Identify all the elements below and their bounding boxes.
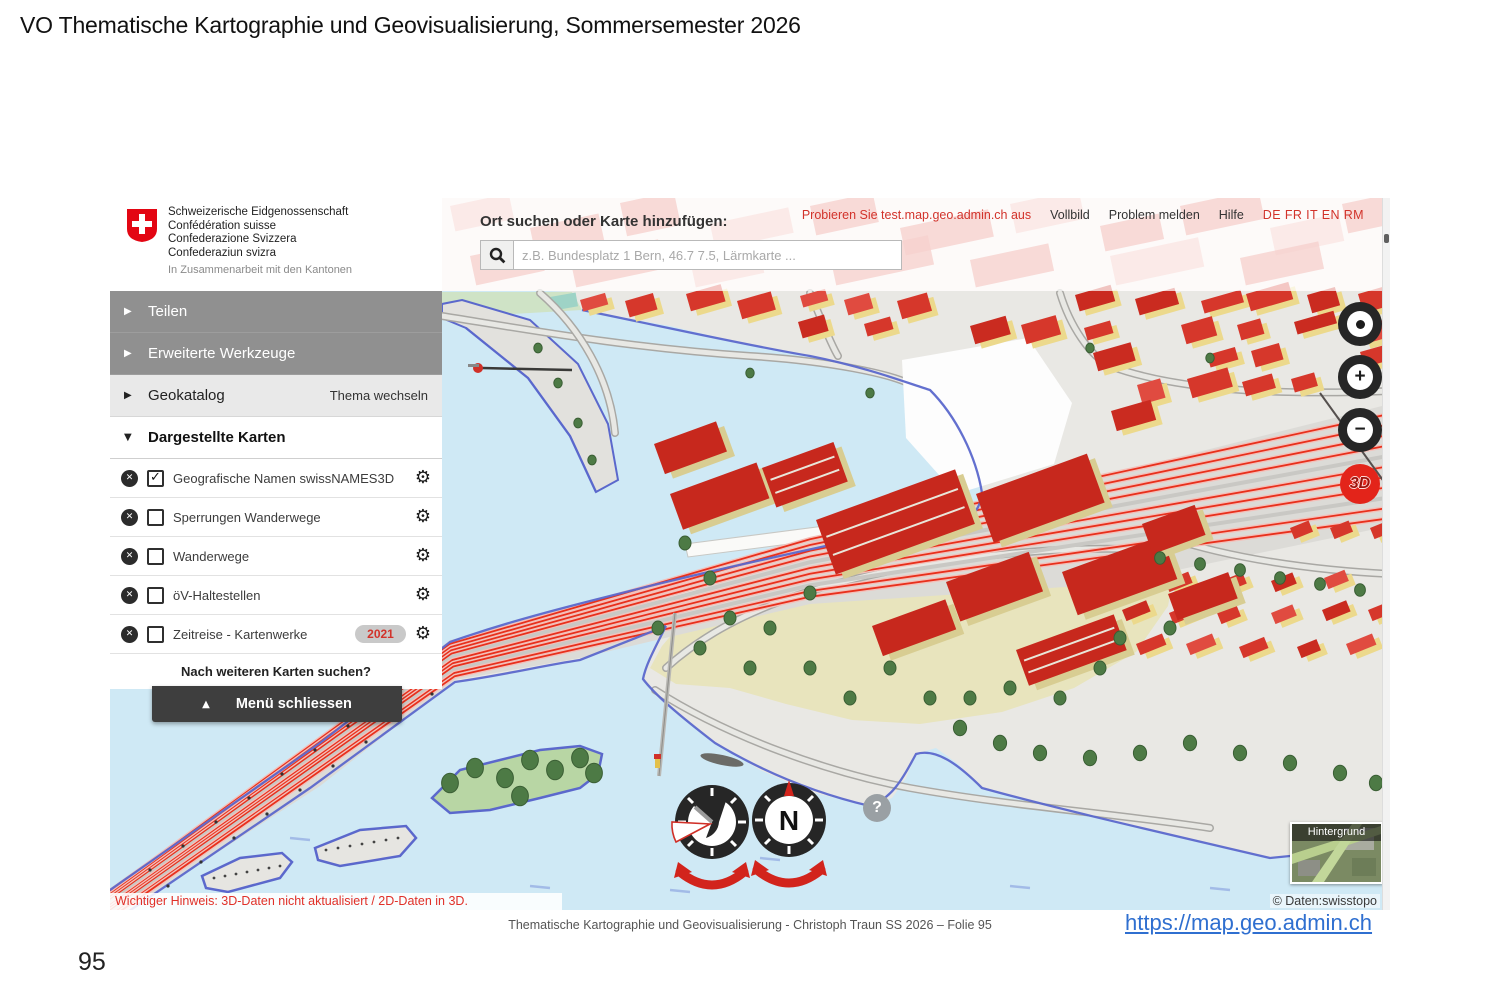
minus-icon: − (1347, 417, 1373, 443)
sidebar-item-label: Geokatalog (148, 387, 225, 404)
layer-row-wanderwege[interactable] (110, 537, 442, 576)
top-bar (110, 198, 1390, 291)
swiss-cross-icon (124, 207, 160, 243)
magnifier-icon (489, 247, 506, 264)
map-app-screenshot (110, 198, 1390, 910)
sidebar-item-label: Teilen (148, 303, 188, 320)
remove-layer-icon[interactable]: ✕ (121, 626, 138, 643)
chevron-right-icon: ▶ (124, 306, 132, 317)
slide-title: VO Thematische Kartographie und Geovisualisierung, Sommersemester 2026 (20, 12, 801, 38)
remove-layer-icon[interactable]: ✕ (121, 548, 138, 565)
sidebar-item-teilen[interactable] (110, 291, 442, 333)
layer-row-sperrungen-wanderwege[interactable] (110, 498, 442, 537)
zoom-out-button[interactable] (1338, 408, 1382, 452)
logo-text: Schweizerische Eidgenossenschaft Confédération suisse Confederazione Svizzera Confederaziun svizra (168, 206, 349, 259)
sidebar-item-geokatalog[interactable] (110, 375, 442, 417)
chevron-up-icon: ▲ (202, 698, 210, 710)
gear-icon[interactable]: ⚙ (414, 623, 431, 644)
rotate-arrow-icon (680, 872, 744, 885)
background-label: Hintergrund (1292, 824, 1381, 841)
report-problem-link[interactable]: Problem melden (1108, 208, 1200, 222)
slide-caption: Thematische Kartographie und Geovisualisierung - Christoph Traun SS 2026 – Folie 95 (508, 918, 992, 932)
toggle-3d-button[interactable]: 3D (1340, 464, 1380, 504)
language-switcher[interactable]: DE FR IT EN RM (1262, 208, 1364, 222)
compass-control[interactable] (741, 774, 837, 900)
geolocation-icon (1347, 311, 1373, 337)
map-geo-admin-link[interactable]: https://map.geo.admin.ch (1125, 910, 1373, 935)
remove-layer-icon[interactable]: ✕ (121, 509, 138, 526)
search-button[interactable] (480, 240, 514, 270)
compass-n-letter: N (778, 805, 800, 836)
year-badge[interactable]: 2021 (355, 625, 406, 643)
help-button[interactable]: ? (863, 794, 891, 822)
map-attribution: © Daten:swisstopo (1270, 894, 1380, 908)
sidebar-item-erweiterte-werkzeuge[interactable] (110, 333, 442, 375)
help-link[interactable]: Hilfe (1218, 208, 1244, 222)
swiss-confederation-logo (110, 198, 442, 291)
layer-label: Geografische Namen swissNAMES3D (173, 470, 395, 486)
fullscreen-link[interactable]: Vollbild (1050, 208, 1090, 222)
layer-label: öV-Haltestellen (173, 587, 261, 603)
search-label: Ort suchen oder Karte hinzufügen: (480, 213, 728, 230)
search-area (442, 198, 1390, 291)
gear-icon[interactable]: ⚙ (414, 467, 431, 488)
geolocation-button[interactable] (1338, 302, 1382, 346)
sidebar-item-dargestellte-karten[interactable] (110, 417, 442, 459)
sidebar-item-label: Erweiterte Werkzeuge (148, 345, 296, 362)
layer-checkbox[interactable] (147, 626, 164, 643)
layer-label: Zeitreise - Kartenwerke (173, 626, 308, 642)
layer-row-swissnames3d[interactable] (110, 459, 442, 498)
search-more-maps-link[interactable]: Nach weiteren Karten suchen? (110, 654, 442, 689)
gear-icon[interactable]: ⚙ (414, 506, 431, 527)
test-site-link[interactable]: Probieren Sie test.map.geo.admin.ch aus (801, 208, 1032, 222)
logo-subline: In Zusammenarbeit mit den Kantonen (168, 264, 353, 276)
gear-icon[interactable]: ⚙ (414, 584, 431, 605)
layer-row-oev-haltestellen[interactable] (110, 576, 442, 615)
layer-label: Sperrungen Wanderwege (173, 509, 321, 525)
layer-checkbox[interactable] (147, 587, 164, 604)
sidebar-item-label: Dargestellte Karten (148, 429, 286, 446)
layer-checkbox-checked[interactable]: ✓ (147, 470, 164, 487)
close-menu-button[interactable] (152, 686, 402, 722)
remove-layer-icon[interactable]: ✕ (121, 587, 138, 604)
slide-page-number: 95 (78, 948, 106, 976)
background-layer-selector[interactable] (1290, 822, 1383, 884)
layer-row-zeitreise[interactable] (110, 615, 442, 654)
search-input[interactable] (514, 240, 902, 270)
chevron-right-icon: ▶ (124, 390, 132, 401)
scrollbar[interactable] (1382, 198, 1390, 910)
layer-checkbox[interactable] (147, 509, 164, 526)
layer-label: Wanderwege (173, 548, 250, 564)
remove-layer-icon[interactable]: ✕ (121, 470, 138, 487)
plus-icon: + (1347, 364, 1373, 390)
header-links (802, 208, 1364, 222)
close-menu-label: Menü schliessen (235, 696, 352, 712)
rotate-arrow-icon (757, 870, 821, 883)
important-notice: Wichtiger Hinweis: 3D-Daten nicht aktualisiert / 2D-Daten in 3D. (110, 893, 562, 910)
scrollbar-thumb[interactable] (1384, 234, 1389, 243)
zoom-in-button[interactable] (1338, 355, 1382, 399)
chevron-down-icon: ▼ (124, 432, 132, 443)
thema-wechseln-link[interactable]: Thema wechseln (329, 388, 428, 403)
layer-checkbox[interactable] (147, 548, 164, 565)
gear-icon[interactable]: ⚙ (414, 545, 431, 566)
chevron-right-icon: ▶ (124, 348, 132, 359)
sidebar (110, 291, 442, 689)
